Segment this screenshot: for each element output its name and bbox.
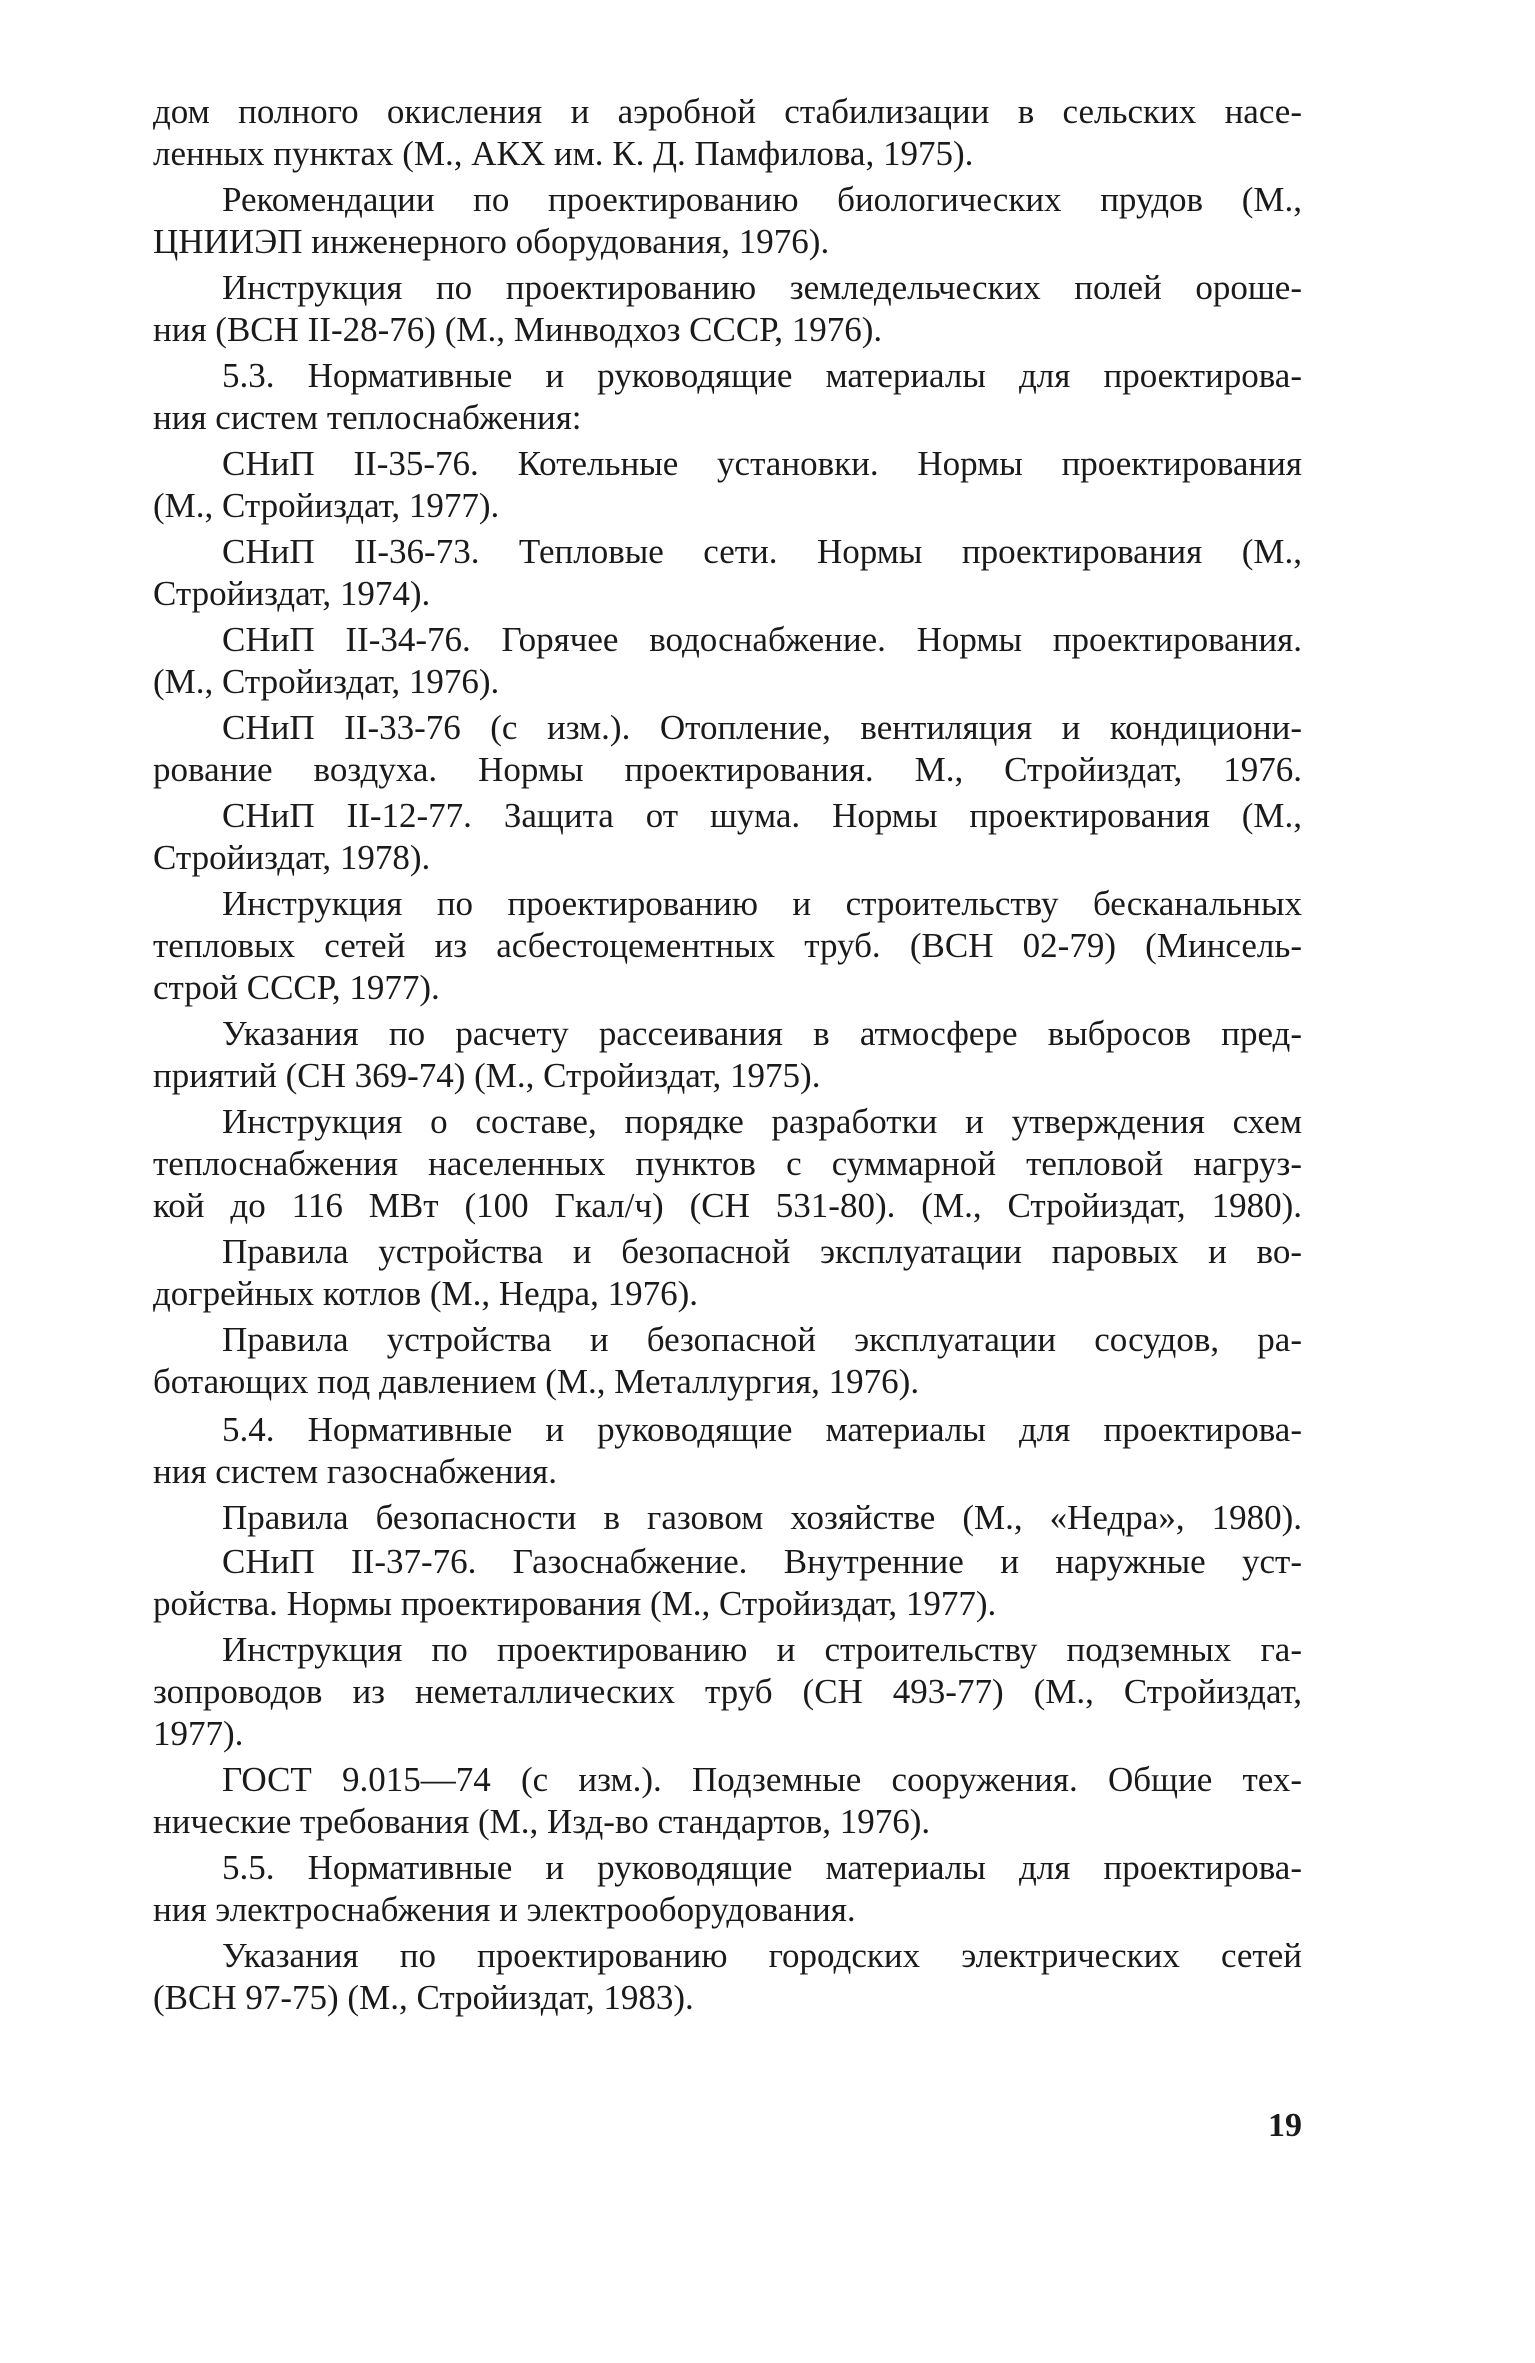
paragraph-2-line-1: ния (ВСН II-28-76) (М., Минводхоз СССР, 1976).: [153, 310, 883, 349]
paragraph-2-line-0: Инструкция по проектированию земледельческих полей ороше-: [222, 268, 1302, 307]
paragraph-9-line-2: строй СССР, 1977).: [153, 968, 440, 1007]
paragraph-14-line-0: 5.4. Нормативные и руководящие материалы для проектирова-: [222, 1410, 1302, 1449]
paragraph-1-line-0: Рекомендации по проектированию биологических прудов (М.,: [222, 180, 1302, 219]
paragraph-5-line-1: Стройиздат, 1974).: [153, 574, 431, 613]
paragraph-15-line-0: Правила безопасности в газовом хозяйстве (М., «Недра», 1980).: [222, 1498, 1302, 1537]
paragraph-13-line-0: Правила устройства и безопасной эксплуатации сосудов, ра-: [222, 1320, 1302, 1359]
paragraph-13-line-1: ботающих под давлением (М., Металлургия, 1976).: [153, 1362, 920, 1401]
paragraph-10-line-0: Указания по расчету рассеивания в атмосфере выбросов пред-: [222, 1014, 1302, 1053]
paragraph-7-line-1: рование воздуха. Нормы проектирования. М., Стройиздат, 1976.: [153, 750, 1302, 789]
paragraph-14-line-1: ния систем газоснабжения.: [153, 1452, 558, 1491]
paragraph-11-line-0: Инструкция о составе, порядке разработки и утверждения схем: [222, 1102, 1302, 1141]
paragraph-3-line-1: ния систем теплоснабжения:: [153, 398, 582, 437]
paragraph-11-line-1: теплоснабжения населенных пунктов с суммарной тепловой нагруз-: [153, 1144, 1302, 1183]
page-number: 19: [1268, 2107, 1302, 2144]
paragraph-3-line-0: 5.3. Нормативные и руководящие материалы для проектирова-: [222, 356, 1302, 395]
paragraph-8-line-1: Стройиздат, 1978).: [153, 838, 431, 877]
paragraph-11-line-2: кой до 116 МВт (100 Гкал/ч) (СН 531-80). (М., Стройиздат, 1980).: [153, 1186, 1302, 1225]
paragraph-20-line-0: Указания по проектированию городских электрических сетей: [222, 1936, 1302, 1975]
paragraph-10-line-1: приятий (СН 369-74) (М., Стройиздат, 1975).: [153, 1056, 821, 1095]
paragraph-17-line-0: Инструкция по проектированию и строительству подземных га-: [222, 1630, 1302, 1669]
paragraph-19-line-1: ния электроснабжения и электрооборудования.: [153, 1890, 856, 1929]
paragraph-4-line-1: (М., Стройиздат, 1977).: [153, 486, 500, 525]
paragraph-5-line-0: СНиП II-36-73. Тепловые сети. Нормы проектирования (М.,: [222, 532, 1302, 571]
paragraph-8-line-0: СНиП II-12-77. Защита от шума. Нормы проектирования (М.,: [222, 796, 1302, 835]
paragraph-12-line-1: догрейных котлов (М., Недра, 1976).: [153, 1274, 698, 1313]
paragraph-4-line-0: СНиП II-35-76. Котельные установки. Нормы проектирования: [222, 444, 1302, 483]
paragraph-17-line-1: зопроводов из неметаллических труб (СН 493-77) (М., Стройиздат,: [153, 1672, 1302, 1711]
paragraph-16-line-1: ройства. Нормы проектирования (М., Стройиздат, 1977).: [153, 1584, 997, 1623]
paragraph-0-line-1: ленных пунктах (М., АКХ им. К. Д. Памфилова, 1975).: [153, 134, 974, 173]
paragraph-0-line-0: дом полного окисления и аэробной стабилизации в сельских насе-: [153, 92, 1302, 131]
paragraph-20-line-1: (ВСН 97-75) (М., Стройиздат, 1983).: [153, 1978, 694, 2017]
paragraph-16-line-0: СНиП II-37-76. Газоснабжение. Внутренние и наружные уст-: [222, 1542, 1302, 1581]
paragraph-18-line-0: ГОСТ 9.015—74 (с изм.). Подземные сооружения. Общие тех-: [222, 1760, 1302, 1799]
paragraph-6-line-1: (М., Стройиздат, 1976).: [153, 662, 500, 701]
paragraph-6-line-0: СНиП II-34-76. Горячее водоснабжение. Нормы проектирования.: [222, 620, 1302, 659]
paragraph-17-line-2: 1977).: [153, 1714, 244, 1753]
paragraph-9-line-1: тепловых сетей из асбестоцементных труб. (ВСН 02-79) (Минсель-: [153, 926, 1302, 965]
paragraph-12-line-0: Правила устройства и безопасной эксплуатации паровых и во-: [222, 1232, 1302, 1271]
paragraph-18-line-1: нические требования (М., Изд-во стандартов, 1976).: [153, 1802, 931, 1841]
paragraph-19-line-0: 5.5. Нормативные и руководящие материалы для проектирова-: [222, 1848, 1302, 1887]
paragraph-7-line-0: СНиП II-33-76 (с изм.). Отопление, вентиляция и кондициони-: [222, 708, 1302, 747]
paragraph-9-line-0: Инструкция по проектированию и строительству бесканальных: [222, 884, 1302, 923]
paragraph-1-line-1: ЦНИИЭП инженерного оборудования, 1976).: [153, 222, 830, 261]
